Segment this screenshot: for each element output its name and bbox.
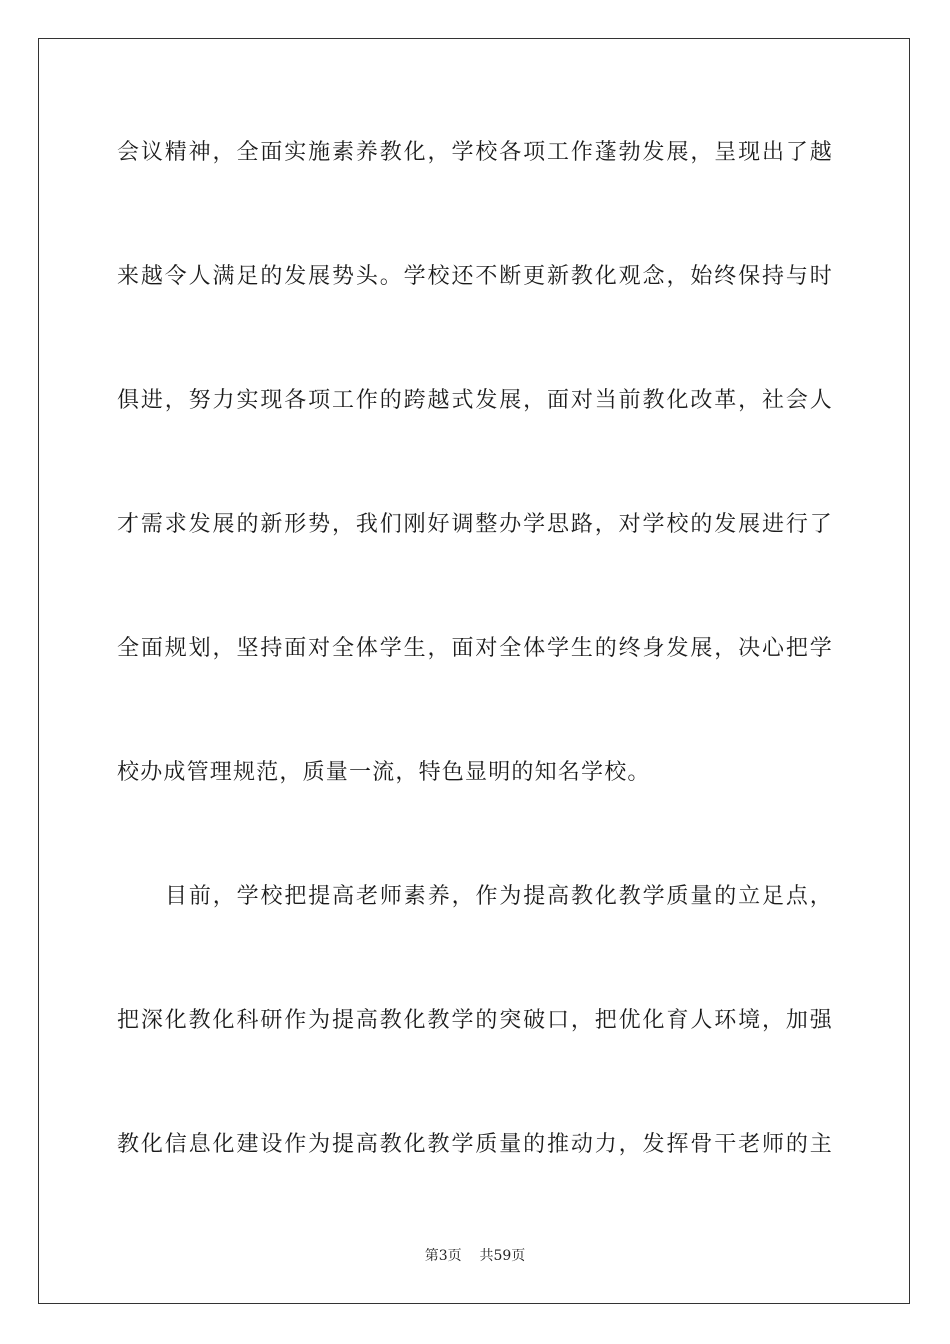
paragraph-indented-line: 目前，学校把提高老师素养，作为提高教化教学质量的立足点， xyxy=(165,884,833,909)
page-total: 共59页 xyxy=(479,1248,526,1264)
body-text-line-2: 来越令人满足的发展势头。学校还不断更新教化观念，始终保持与时 xyxy=(117,264,833,289)
body-text-line-3: 俱进，努力实现各项工作的跨越式发展，面对当前教化改革，社会人 xyxy=(117,388,833,413)
body-text-line-1: 会议精神，全面实施素养教化，学校各项工作蓬勃发展，呈现出了越 xyxy=(117,140,833,165)
body-text-line-4: 才需求发展的新形势，我们刚好调整办学思路，对学校的发展进行了 xyxy=(117,512,833,537)
page-footer xyxy=(0,1247,950,1265)
page-border xyxy=(38,38,910,1304)
page-number: 第3页 xyxy=(424,1248,462,1264)
body-text-line-6: 校办成管理规范，质量一流，特色显明的知名学校。 xyxy=(117,760,651,785)
body-text-line-9: 教化信息化建设作为提高教化教学质量的推动力，发挥骨干老师的主 xyxy=(117,1132,833,1157)
body-text-line-5: 全面规划，坚持面对全体学生，面对全体学生的终身发展，决心把学 xyxy=(117,636,833,661)
body-text-line-8: 把深化教化科研作为提高教化教学的突破口，把优化育人环境，加强 xyxy=(117,1008,833,1033)
